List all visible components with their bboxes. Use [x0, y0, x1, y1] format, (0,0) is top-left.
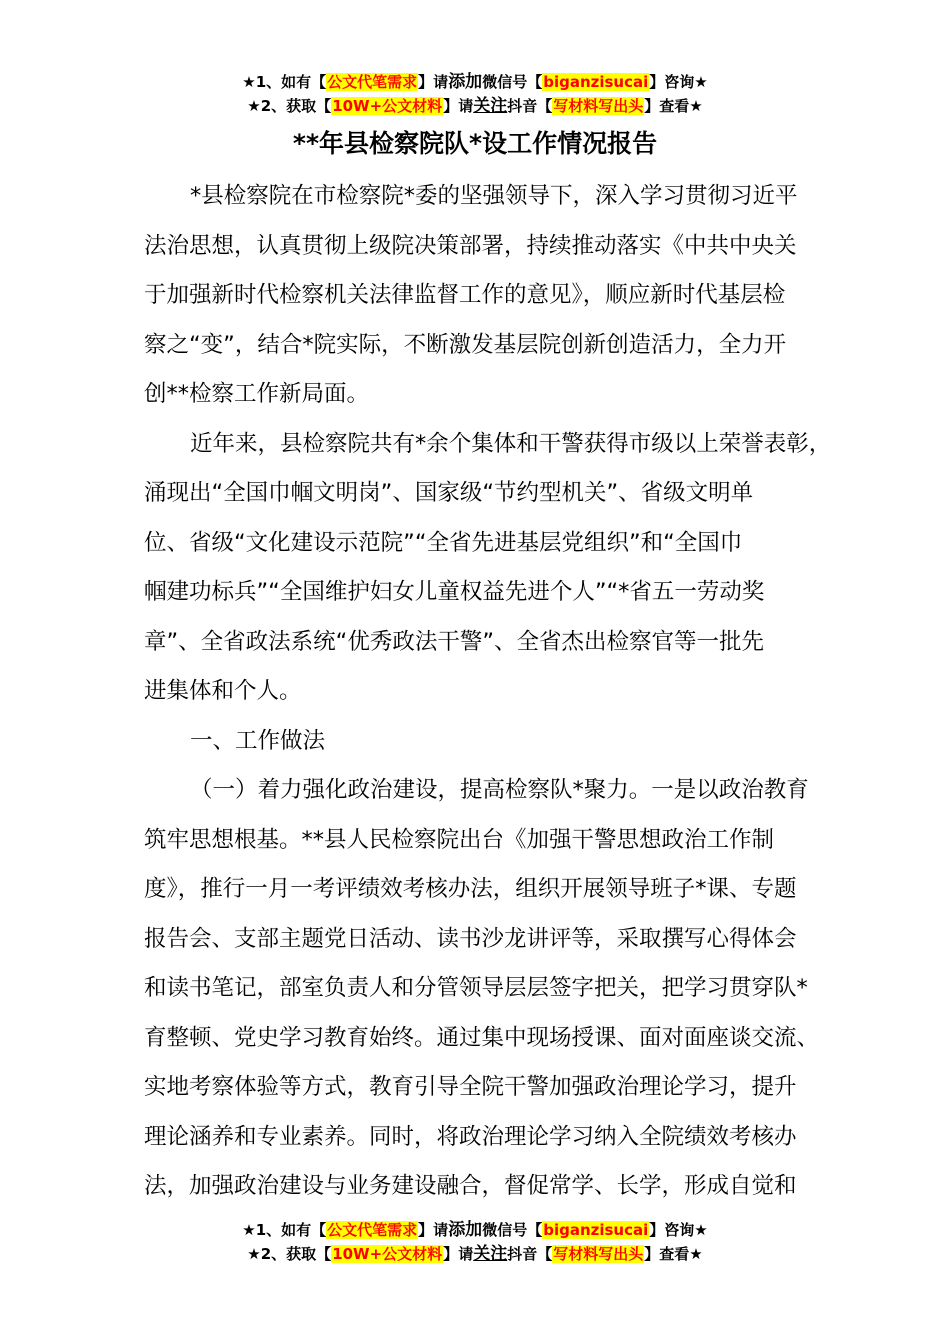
body-line: 帼建功标兵”“全国维护妇女儿童权益先进个人”“*省五一劳动奖	[144, 579, 765, 605]
promo-highlight: 公文代笔需求	[327, 1221, 418, 1239]
wechat-id-highlight: biganzisucai	[543, 1221, 649, 1239]
body-line: 筑牢思想根基。**县人民检察院出台《加强干警思想政治工作制	[144, 826, 775, 853]
promo-highlight: 10W+公文材料	[332, 1245, 443, 1263]
body-line: 度》，推行一月一考评绩效考核办法，组织开展领导班子*课、专题	[144, 876, 797, 902]
promo-line-2: ★2、获取【10W+公文材料】请关注抖音【写材料写出头】查看★	[247, 96, 703, 116]
section-heading: 一、工作做法	[190, 727, 326, 754]
body-line: 法治思想，认真贯彻上级院决策部署，持续推动落实《中共中央关	[144, 232, 797, 259]
body-line: 位、省级“文化建设示范院”“全省先进基层党组织”和“全国巾	[144, 529, 743, 556]
douyin-id-highlight: 写材料写出头	[553, 97, 644, 115]
body-line: 和读书笔记，部室负责人和分管领导层层签字把关，把学习贯穿队*	[144, 975, 808, 1001]
body-line: 实地考察体验等方式，教育引导全院干警加强政治理论学习，提升	[144, 1074, 797, 1100]
body-line: *县检察院在市检察院*委的坚强领导下，深入学习贯彻习近平	[190, 183, 798, 209]
document-title: **年县检察院队*设工作情况报告	[292, 129, 658, 158]
promo-banner-bottom	[0, 1218, 950, 1266]
subsection-heading: （一）着力强化政治建设，提高检察队*聚力。一是以政治教育	[190, 777, 809, 803]
body-line: 察之“变”，结合*院实际，不断激发基层院创新创造活力，全力开	[144, 331, 787, 358]
douyin-id-highlight: 写材料写出头	[553, 1245, 644, 1263]
body-line: 法，加强政治建设与业务建设融合，督促常学、长学，形成自觉和	[144, 1173, 797, 1199]
body-line: 章”、全省政法系统“优秀政法干警”、全省杰出检察官等一批先	[144, 628, 764, 655]
body-line: 涌现出“全国巾帼文明岗”、国家级“节约型机关”、省级文明单	[144, 480, 754, 506]
body-line: 进集体和个人。	[144, 678, 302, 704]
document-body	[144, 172, 844, 1212]
promo-line-2: ★2、获取【10W+公文材料】请关注抖音【写材料写出头】查看★	[247, 1244, 703, 1264]
promo-banner-top	[0, 70, 950, 118]
body-line: 育整顿、党史学习教育始终。通过集中现场授课、面对面座谈交流、	[144, 1024, 820, 1051]
body-line: 报告会、支部主题党日活动、读书沙龙讲评等，采取撰写心得体会	[144, 925, 797, 952]
promo-highlight: 公文代笔需求	[327, 73, 418, 91]
promo-line-1: ★1、如有【公文代笔需求】请添加微信号【biganzisucai】咨询★	[242, 1220, 708, 1240]
promo-highlight: 10W+公文材料	[332, 97, 443, 115]
wechat-id-highlight: biganzisucai	[543, 73, 649, 91]
promo-line-1: ★1、如有【公文代笔需求】请添加微信号【biganzisucai】咨询★	[242, 72, 708, 92]
body-line: 近年来，县检察院共有*余个集体和干警获得市级以上荣誉表彰，	[190, 430, 832, 457]
body-line: 理论涵养和专业素养。同时，将政治理论学习纳入全院绩效考核办	[144, 1123, 797, 1150]
body-line: 于加强新时代检察机关法律监督工作的意见》，顺应新时代基层检	[144, 282, 786, 308]
body-line: 创**检察工作新局面。	[144, 381, 370, 407]
